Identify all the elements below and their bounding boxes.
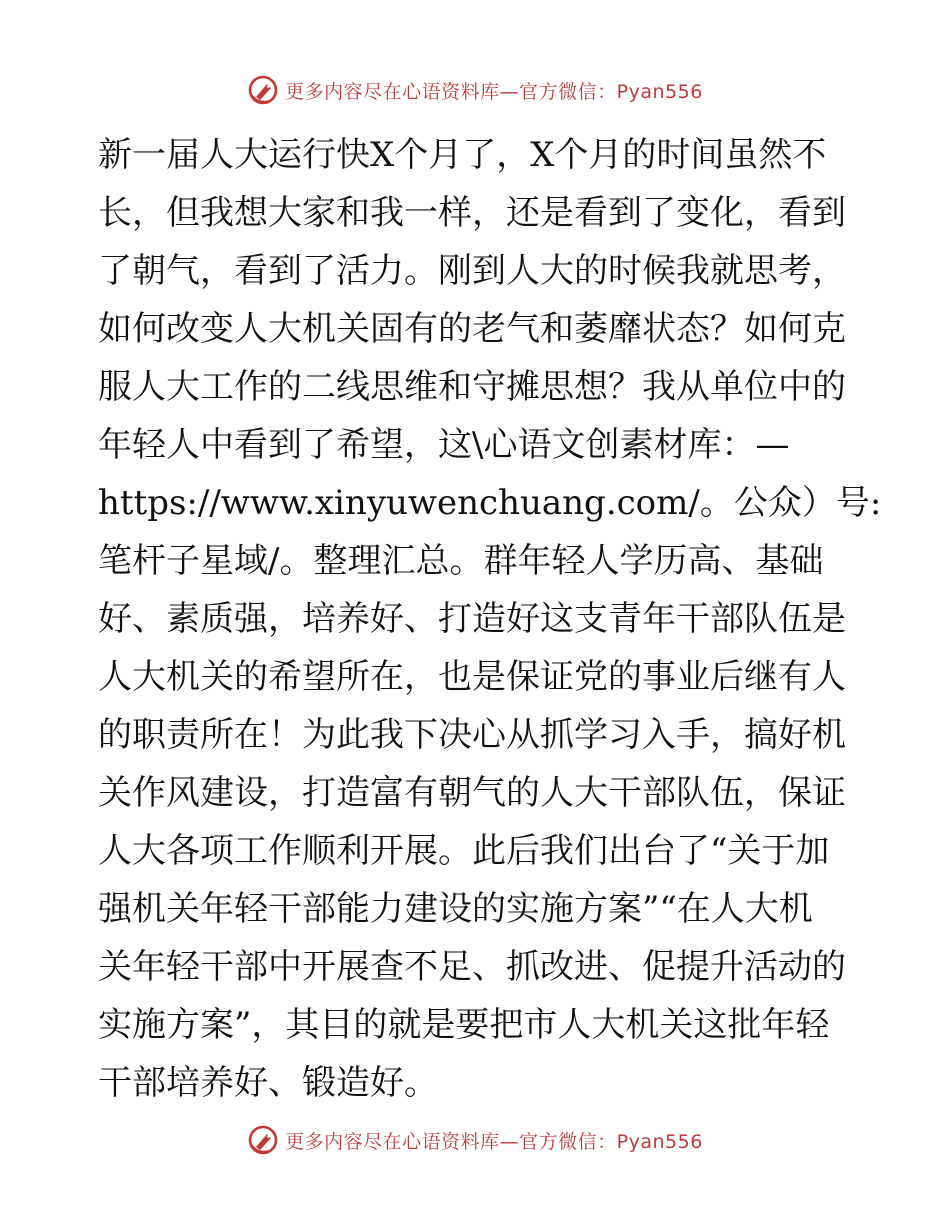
footer-banner: [0, 1120, 950, 1160]
body-line: 长，但我想大家和我一样，还是看到了变化，看到: [98, 193, 846, 233]
body-line: 强机关年轻干部能力建设的实施方案”“在人大机: [98, 889, 813, 929]
body-line: 好、素质强，培养好、打造好这支青年干部队伍是: [98, 599, 846, 639]
body-line: 干部培养好、锻造好。: [98, 1063, 438, 1103]
body-line: 关年轻干部中开展查不足、抓改进、促提升活动的: [98, 947, 846, 987]
body-line: 的职责所在！为此我下决心从抓学习入手，搞好机: [98, 715, 846, 755]
body-line: 如何改变人大机关固有的老气和萎靡状态？如何克: [98, 309, 846, 349]
body-line: 了朝气，看到了活力。刚到人大的时候我就思考，: [98, 251, 846, 291]
header-banner-text: 更多内容尽在心语资料库—官方微信：Pyan556: [285, 80, 703, 103]
body-line: https://www.xinyuwenchuang.com/。公众）号:: [98, 483, 882, 523]
document-body: [98, 126, 882, 1112]
footer-banner-text: 更多内容尽在心语资料库—官方微信：Pyan556: [285, 1130, 703, 1153]
body-line: 服人大工作的二线思维和守摊思想？我从单位中的: [98, 367, 846, 407]
body-line: 人大各项工作顺利开展。此后我们出台了“关于加: [98, 831, 830, 871]
body-line: 人大机关的希望所在，也是保证党的事业后继有人: [98, 657, 846, 697]
pen-logo-icon: [247, 1124, 279, 1156]
body-line: 关作风建设，打造富有朝气的人大干部队伍，保证: [98, 773, 846, 813]
header-banner: [0, 70, 950, 110]
body-line: 笔杆子星域/。整理汇总。群年轻人学历高、基础: [98, 541, 824, 581]
body-line: 新一届人大运行快X个月了，X个月的时间虽然不: [98, 135, 827, 175]
body-line: 实施方案”，其目的就是要把市人大机关这批年轻: [98, 1005, 830, 1045]
body-line: 年轻人中看到了希望，这\心语文创素材库：—: [98, 425, 790, 465]
pen-logo-icon: [247, 74, 279, 106]
